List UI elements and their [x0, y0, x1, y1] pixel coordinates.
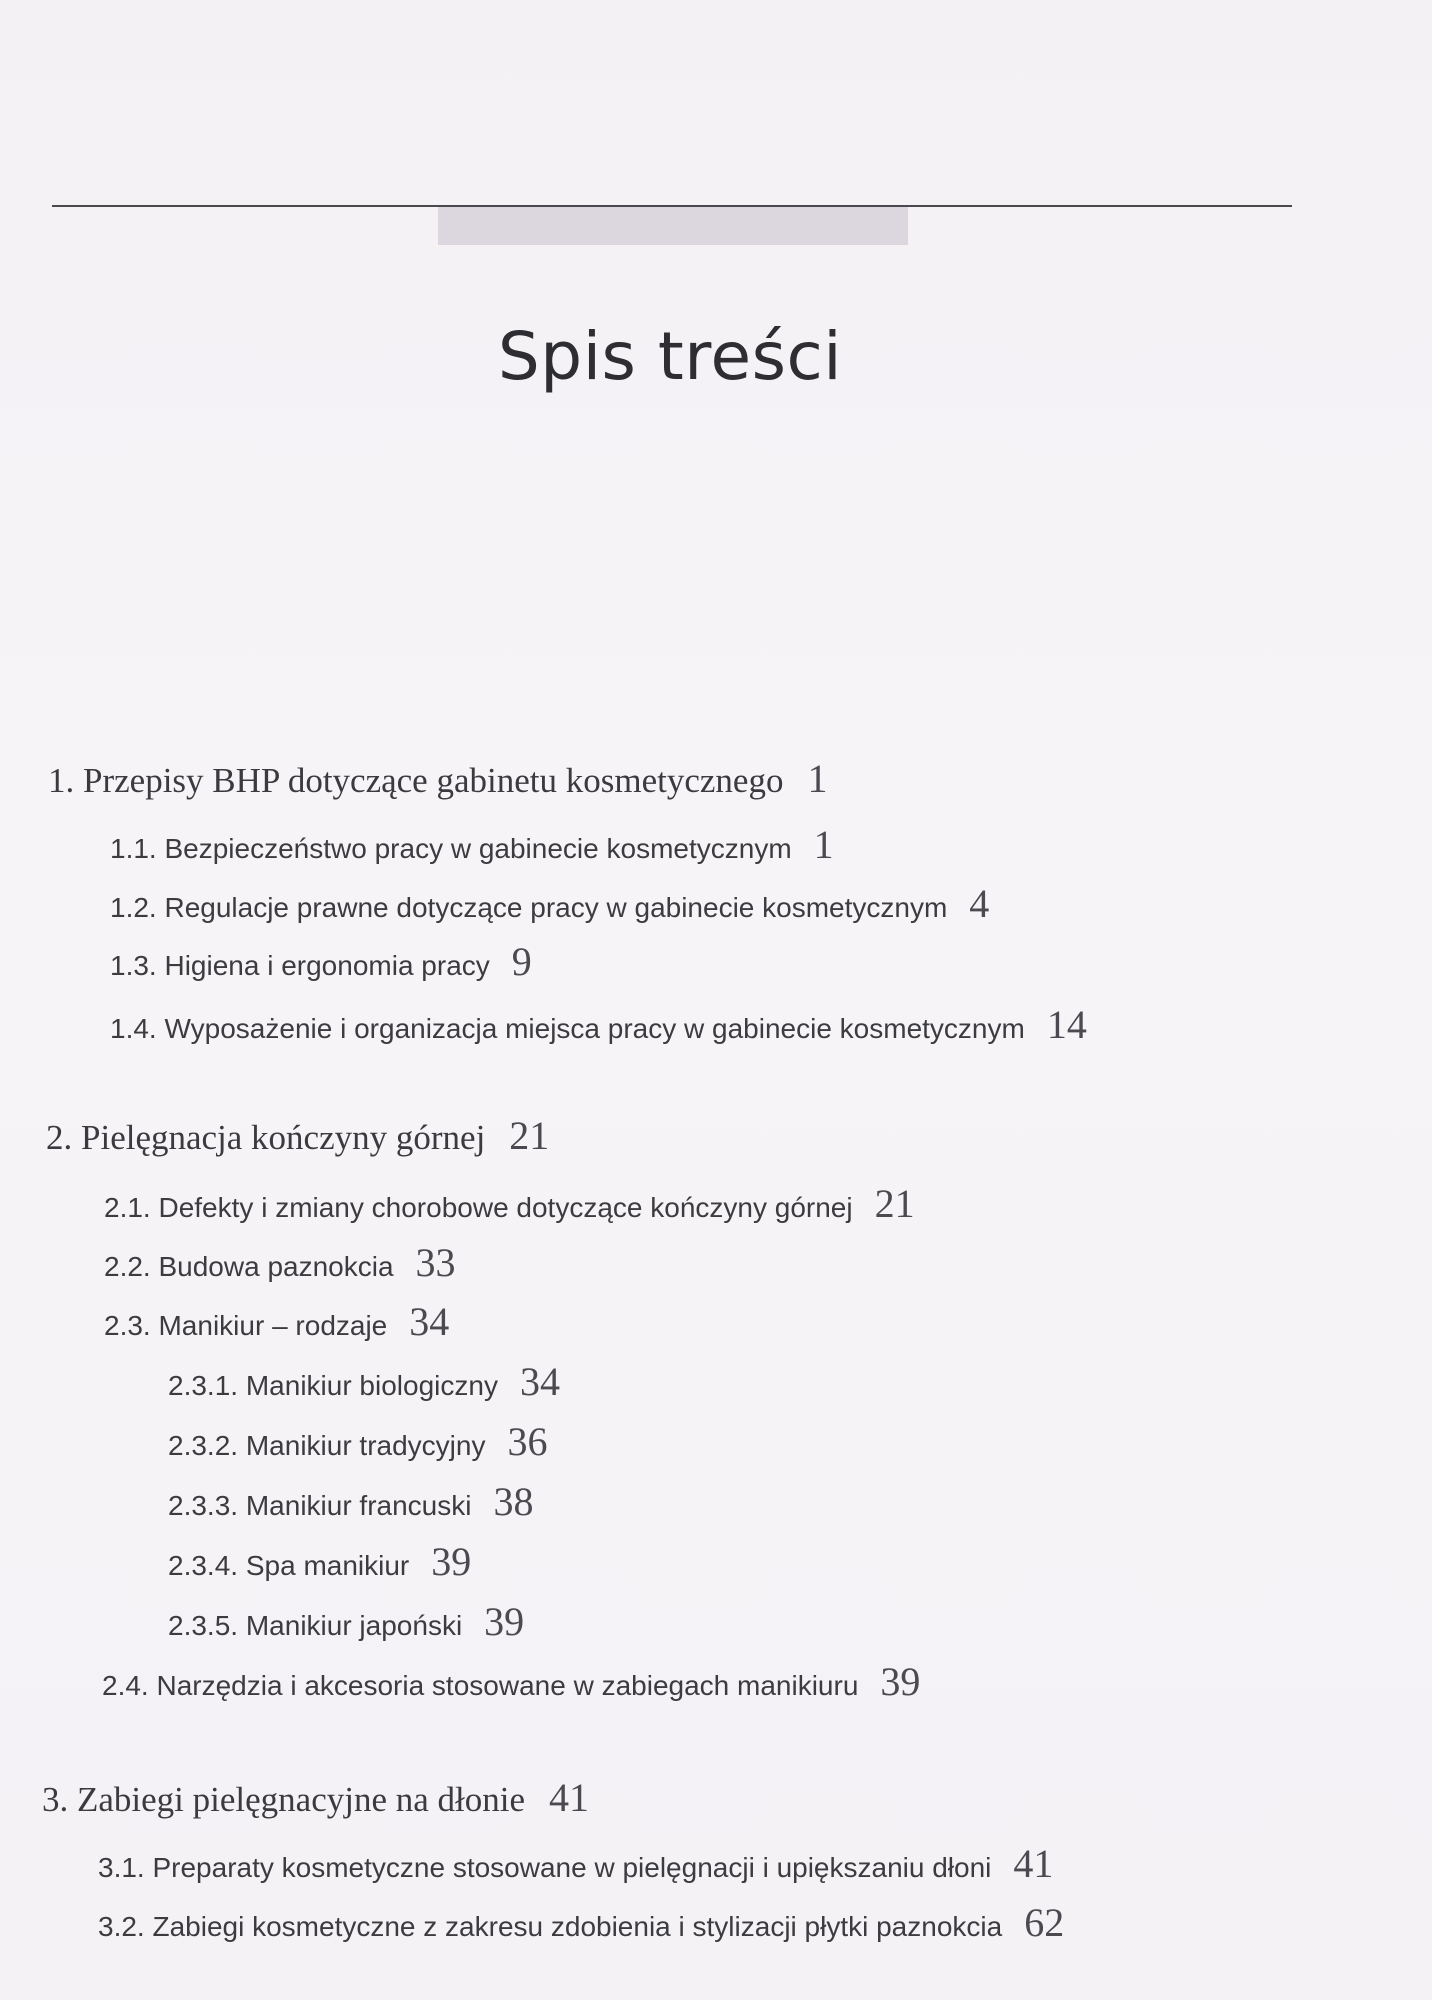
toc-page: 1	[813, 822, 834, 867]
toc-page: 41	[1013, 1841, 1054, 1886]
toc-chapter-1	[48, 755, 827, 802]
toc-page: 38	[493, 1479, 534, 1524]
toc-number: 3.2.	[98, 1911, 145, 1942]
toc-text: Spa manikiur	[245, 1550, 410, 1581]
toc-text: Manikiur japoński	[245, 1610, 463, 1641]
toc-text: Manikiur tradycyjny	[245, 1430, 486, 1461]
toc-number: 1.	[48, 761, 75, 800]
toc-number: 2.3.5.	[168, 1610, 239, 1641]
toc-text: Regulacje prawne dotyczące pracy w gabinecie kosmetycznym	[164, 892, 948, 923]
toc-page: 34	[409, 1299, 450, 1344]
toc-text: Zabiegi kosmetyczne z zakresu zdobienia i stylizacji płytki paznokcia	[152, 1911, 1003, 1942]
toc-section-1-4	[110, 1001, 1087, 1048]
toc-number: 2.3.3.	[168, 1490, 239, 1521]
toc-text: Pielęgnacja kończyny górnej	[81, 1118, 486, 1157]
toc-text: Wyposażenie i organizacja miejsca pracy w gabinecie kosmetycznym	[164, 1013, 1025, 1044]
toc-page: 62	[1024, 1900, 1065, 1945]
toc-text: Przepisy BHP dotyczące gabinetu kosmetycznego	[83, 761, 784, 800]
toc-page: 34	[519, 1359, 560, 1404]
toc-page: 41	[549, 1775, 590, 1820]
toc-number: 2.3.4.	[168, 1550, 239, 1581]
toc-number: 2.3.2.	[168, 1430, 239, 1461]
toc-section-2-2	[104, 1239, 456, 1286]
toc-section-2-1	[104, 1180, 915, 1227]
toc-number: 3.1.	[98, 1852, 145, 1883]
toc-section-1-2	[110, 880, 989, 927]
toc-chapter-2	[46, 1112, 549, 1159]
toc-subsection-2-3-4	[168, 1538, 471, 1585]
toc-text: Manikiur francuski	[245, 1490, 472, 1521]
toc-page: 36	[507, 1419, 548, 1464]
toc-number: 2.2.	[104, 1251, 151, 1282]
page-title: Spis treści	[497, 318, 843, 395]
toc-number: 1.3.	[110, 950, 157, 981]
toc-number: 2.1.	[104, 1192, 151, 1223]
toc-section-2-4	[102, 1658, 920, 1705]
toc-number: 2.	[46, 1118, 73, 1157]
toc-page: 33	[415, 1240, 456, 1285]
toc-text: Manikiur biologiczny	[245, 1370, 498, 1401]
toc-subsection-2-3-1	[168, 1358, 560, 1405]
toc-section-2-3	[104, 1298, 449, 1345]
toc-text: Preparaty kosmetyczne stosowane w pielęgnacji i upiększaniu dłoni	[152, 1852, 992, 1883]
toc-page: 1	[807, 756, 828, 801]
toc-page: 39	[484, 1599, 525, 1644]
toc-text: Higiena i ergonomia pracy	[164, 950, 490, 981]
toc-page: 39	[431, 1539, 472, 1584]
toc-number: 2.3.	[104, 1310, 151, 1341]
toc-section-1-3	[110, 938, 532, 985]
toc-chapter-3	[42, 1774, 589, 1821]
toc-page: 39	[880, 1659, 921, 1704]
toc-page: 21	[509, 1113, 550, 1158]
toc-text: Zabiegi pielęgnacyjne na dłonie	[77, 1780, 526, 1819]
toc-number: 1.2.	[110, 892, 157, 923]
toc-page: 9	[511, 939, 532, 984]
toc-section-3-2	[98, 1899, 1064, 1946]
toc-page: 4	[969, 881, 990, 926]
header-band	[438, 207, 908, 245]
toc-number: 2.4.	[102, 1670, 149, 1701]
toc-page: 14	[1046, 1002, 1087, 1047]
toc-number: 1.4.	[110, 1013, 157, 1044]
toc-number: 3.	[42, 1780, 69, 1819]
toc-text: Bezpieczeństwo pracy w gabinecie kosmetycznym	[164, 833, 792, 864]
toc-text: Narzędzia i akcesoria stosowane w zabiegach manikiuru	[156, 1670, 859, 1701]
toc-number: 2.3.1.	[168, 1370, 239, 1401]
toc-text: Manikiur – rodzaje	[158, 1310, 388, 1341]
toc-subsection-2-3-3	[168, 1478, 533, 1525]
toc-subsection-2-3-2	[168, 1418, 547, 1465]
toc-section-1-1	[110, 821, 834, 868]
toc-subsection-2-3-5	[168, 1598, 524, 1645]
toc-text: Defekty i zmiany chorobowe dotyczące kończyny górnej	[158, 1192, 853, 1223]
toc-text: Budowa paznokcia	[158, 1251, 394, 1282]
toc-section-3-1	[98, 1840, 1053, 1887]
toc-page: 21	[874, 1181, 915, 1226]
toc-number: 1.1.	[110, 833, 157, 864]
